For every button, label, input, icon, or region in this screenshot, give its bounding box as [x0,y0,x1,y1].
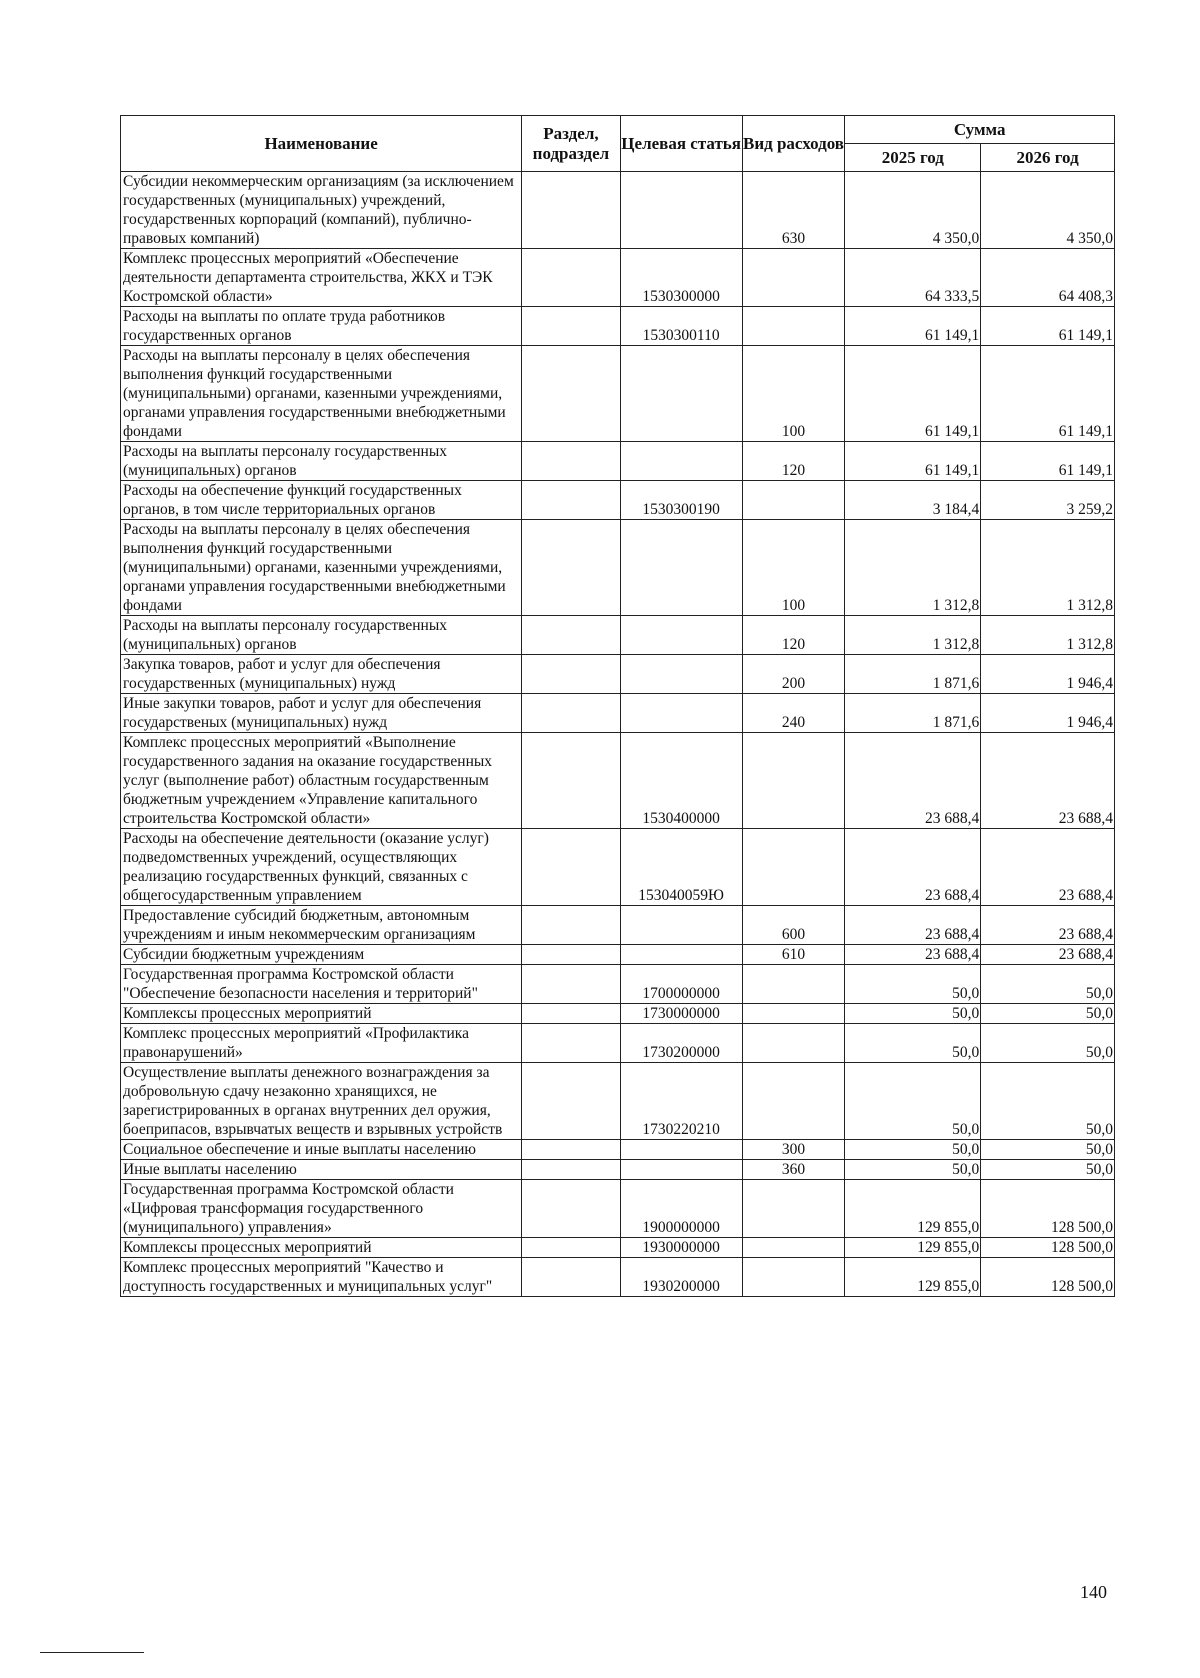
table-row [121,1024,1115,1063]
header-target: Целевая статья [620,116,742,172]
row-sum-2025: 50,0 [845,1063,981,1140]
table-row [121,481,1115,520]
row-sum-2026: 23 688,4 [981,906,1115,945]
row-section [522,172,620,249]
row-sum-2026: 50,0 [981,1004,1115,1024]
row-sum-2026: 61 149,1 [981,307,1115,346]
row-sum-2025: 61 149,1 [845,307,981,346]
table-row [121,172,1115,249]
row-name: Социальное обеспечение и иные выплаты населению [121,1140,522,1160]
row-target-article: 1530400000 [620,733,742,829]
table-row [121,655,1115,694]
row-expense-type: 610 [742,945,845,965]
row-section [522,481,620,520]
row-section [522,520,620,616]
row-name: Осуществление выплаты денежного вознаграждения за добровольную сдачу незаконно хранящихся, не зарегистрированных в органах внутренних дел оружия, боеприпасов, взрывчатых веществ и взрывных устройств [121,1063,522,1140]
row-target-article [620,945,742,965]
row-name: Иные выплаты населению [121,1160,522,1180]
table-row [121,1180,1115,1238]
row-name: Предоставление субсидий бюджетным, автономным учреждениям и иным некоммерческим организациям [121,906,522,945]
row-sum-2025: 50,0 [845,1004,981,1024]
table-row [121,520,1115,616]
table-row [121,829,1115,906]
row-name: Комплекс процессных мероприятий "Качество и доступность государственных и муниципальных услуг" [121,1258,522,1297]
row-sum-2025: 50,0 [845,1024,981,1063]
row-section [522,442,620,481]
table-row [121,965,1115,1004]
row-sum-2025: 61 149,1 [845,442,981,481]
row-sum-2025: 23 688,4 [845,945,981,965]
row-expense-type: 240 [742,694,845,733]
row-target-article [620,520,742,616]
row-target-article: 1700000000 [620,965,742,1004]
row-sum-2026: 50,0 [981,1160,1115,1180]
row-sum-2025: 1 871,6 [845,694,981,733]
row-sum-2026: 3 259,2 [981,481,1115,520]
row-sum-2026: 50,0 [981,1063,1115,1140]
row-name: Расходы на выплаты по оплате труда работников государственных органов [121,307,522,346]
row-sum-2026: 23 688,4 [981,945,1115,965]
row-name: Расходы на обеспечение деятельности (оказание услуг) подведомственных учреждений, осуществляющих реализацию государственных функций, связанных с общегосударственным управлением [121,829,522,906]
row-section [522,1160,620,1180]
row-expense-type: 100 [742,346,845,442]
table-row [121,346,1115,442]
row-section [522,1004,620,1024]
table-row [121,945,1115,965]
row-sum-2025: 23 688,4 [845,906,981,945]
row-expense-type [742,307,845,346]
row-section [522,249,620,307]
row-name: Государственная программа Костромской области «Цифровая трансформация государственного (муниципального) управления» [121,1180,522,1238]
row-sum-2025: 1 312,8 [845,616,981,655]
row-name: Расходы на выплаты персоналу в целях обеспечения выполнения функций государственными (муниципальными) органами, казенными учреждениями, органами управления государственными внебюджетными фондами [121,346,522,442]
row-name: Государственная программа Костромской области "Обеспечение безопасности населения и территорий" [121,965,522,1004]
page-number: 140 [1080,1582,1107,1602]
table-row [121,442,1115,481]
table-row [121,249,1115,307]
row-sum-2026: 61 149,1 [981,346,1115,442]
row-sum-2025: 23 688,4 [845,733,981,829]
row-target-article: 1530300190 [620,481,742,520]
row-sum-2026: 1 946,4 [981,655,1115,694]
row-expense-type [742,1238,845,1258]
header-section: Раздел, подраздел [522,116,620,172]
row-expense-type [742,965,845,1004]
row-target-article [620,1160,742,1180]
row-name: Комплексы процессных мероприятий [121,1004,522,1024]
row-section [522,906,620,945]
header-name: Наименование [121,116,522,172]
row-sum-2025: 1 871,6 [845,655,981,694]
row-expense-type [742,1258,845,1297]
row-sum-2025: 61 149,1 [845,346,981,442]
row-expense-type: 360 [742,1160,845,1180]
table-row [121,1258,1115,1297]
row-expense-type: 300 [742,1140,845,1160]
row-sum-2025: 1 312,8 [845,520,981,616]
table-body [121,172,1115,1297]
row-target-article: 1730200000 [620,1024,742,1063]
table-row [121,1004,1115,1024]
row-sum-2026: 128 500,0 [981,1180,1115,1238]
header-year-2026: 2026 год [981,144,1115,172]
row-name: Закупка товаров, работ и услуг для обеспечения государственных (муниципальных) нужд [121,655,522,694]
row-sum-2026: 1 946,4 [981,694,1115,733]
table-row [121,694,1115,733]
table-row [121,1140,1115,1160]
row-sum-2025: 50,0 [845,1140,981,1160]
row-target-article: 1730000000 [620,1004,742,1024]
row-sum-2026: 50,0 [981,965,1115,1004]
row-expense-type [742,1063,845,1140]
row-target-article [620,346,742,442]
row-target-article [620,616,742,655]
row-name: Комплекс процессных мероприятий «Профилактика правонарушений» [121,1024,522,1063]
row-target-article: 1930200000 [620,1258,742,1297]
row-section [522,655,620,694]
row-target-article: 1530300000 [620,249,742,307]
row-expense-type [742,733,845,829]
row-section [522,965,620,1004]
table-row [121,1063,1115,1140]
row-sum-2026: 1 312,8 [981,520,1115,616]
row-name: Иные закупки товаров, работ и услуг для обеспечения государственых (муниципальных) нужд [121,694,522,733]
row-section [522,1140,620,1160]
row-sum-2026: 64 408,3 [981,249,1115,307]
row-name: Субсидии некоммерческим организациям (за исключением государственных (муниципальных) учреждений, государственных корпораций (компаний), публично-правовых компаний) [121,172,522,249]
row-sum-2025: 129 855,0 [845,1180,981,1238]
row-target-article: 1730220210 [620,1063,742,1140]
row-sum-2026: 128 500,0 [981,1258,1115,1297]
row-section [522,694,620,733]
row-expense-type [742,1180,845,1238]
row-target-article: 1530300110 [620,307,742,346]
table-row [121,733,1115,829]
row-name: Расходы на выплаты персоналу государственных (муниципальных) органов [121,616,522,655]
header-year-2025: 2025 год [845,144,981,172]
row-sum-2025: 129 855,0 [845,1238,981,1258]
row-expense-type [742,1004,845,1024]
row-section [522,1063,620,1140]
row-sum-2025: 3 184,4 [845,481,981,520]
row-target-article: 1900000000 [620,1180,742,1238]
row-name: Комплекс процессных мероприятий «Обеспечение деятельности департамента строительства, ЖКХ и ТЭК Костромской области» [121,249,522,307]
table-row [121,616,1115,655]
row-section [522,1258,620,1297]
table-row [121,1238,1115,1258]
budget-table [120,115,1115,1297]
row-expense-type: 200 [742,655,845,694]
row-expense-type [742,249,845,307]
row-expense-type [742,481,845,520]
row-section [522,1238,620,1258]
row-name: Расходы на выплаты персоналу в целях обеспечения выполнения функций государственными (муниципальными) органами, казенными учреждениями, органами управления государственными внебюджетными фондами [121,520,522,616]
row-section [522,1024,620,1063]
row-sum-2026: 23 688,4 [981,829,1115,906]
footer-divider [40,1652,144,1653]
row-target-article [620,906,742,945]
row-expense-type: 120 [742,616,845,655]
row-target-article: 1930000000 [620,1238,742,1258]
table-row [121,307,1115,346]
row-section [522,945,620,965]
row-section [522,616,620,655]
row-sum-2026: 50,0 [981,1140,1115,1160]
row-sum-2025: 4 350,0 [845,172,981,249]
row-target-article: 153040059Ю [620,829,742,906]
row-sum-2026: 4 350,0 [981,172,1115,249]
row-name: Комплекс процессных мероприятий «Выполнение государственного задания на оказание государственных услуг (выполнение работ) областным государственным бюджетным учреждением «Управление капитального строительства Костромской области» [121,733,522,829]
row-sum-2026: 50,0 [981,1024,1115,1063]
row-sum-2025: 129 855,0 [845,1258,981,1297]
table-header [121,116,1115,172]
row-sum-2026: 23 688,4 [981,733,1115,829]
row-target-article [620,442,742,481]
row-sum-2026: 128 500,0 [981,1238,1115,1258]
row-section [522,733,620,829]
row-name: Расходы на выплаты персоналу государственных (муниципальных) органов [121,442,522,481]
header-type: Вид расходов [742,116,845,172]
row-expense-type: 630 [742,172,845,249]
row-expense-type [742,1024,845,1063]
table-row [121,906,1115,945]
row-target-article [620,1140,742,1160]
row-name: Расходы на обеспечение функций государственных органов, в том числе территориальных органов [121,481,522,520]
row-section [522,829,620,906]
row-name: Комплексы процессных мероприятий [121,1238,522,1258]
row-section [522,346,620,442]
row-sum-2025: 50,0 [845,1160,981,1180]
row-target-article [620,172,742,249]
row-sum-2026: 61 149,1 [981,442,1115,481]
row-sum-2026: 1 312,8 [981,616,1115,655]
row-target-article [620,694,742,733]
row-target-article [620,655,742,694]
table-row [121,1160,1115,1180]
row-sum-2025: 50,0 [845,965,981,1004]
header-sum: Сумма [845,116,1115,144]
row-section [522,1180,620,1238]
row-section [522,307,620,346]
row-expense-type: 600 [742,906,845,945]
row-expense-type: 100 [742,520,845,616]
row-sum-2025: 64 333,5 [845,249,981,307]
row-sum-2025: 23 688,4 [845,829,981,906]
row-expense-type [742,829,845,906]
row-name: Субсидии бюджетным учреждениям [121,945,522,965]
row-expense-type: 120 [742,442,845,481]
